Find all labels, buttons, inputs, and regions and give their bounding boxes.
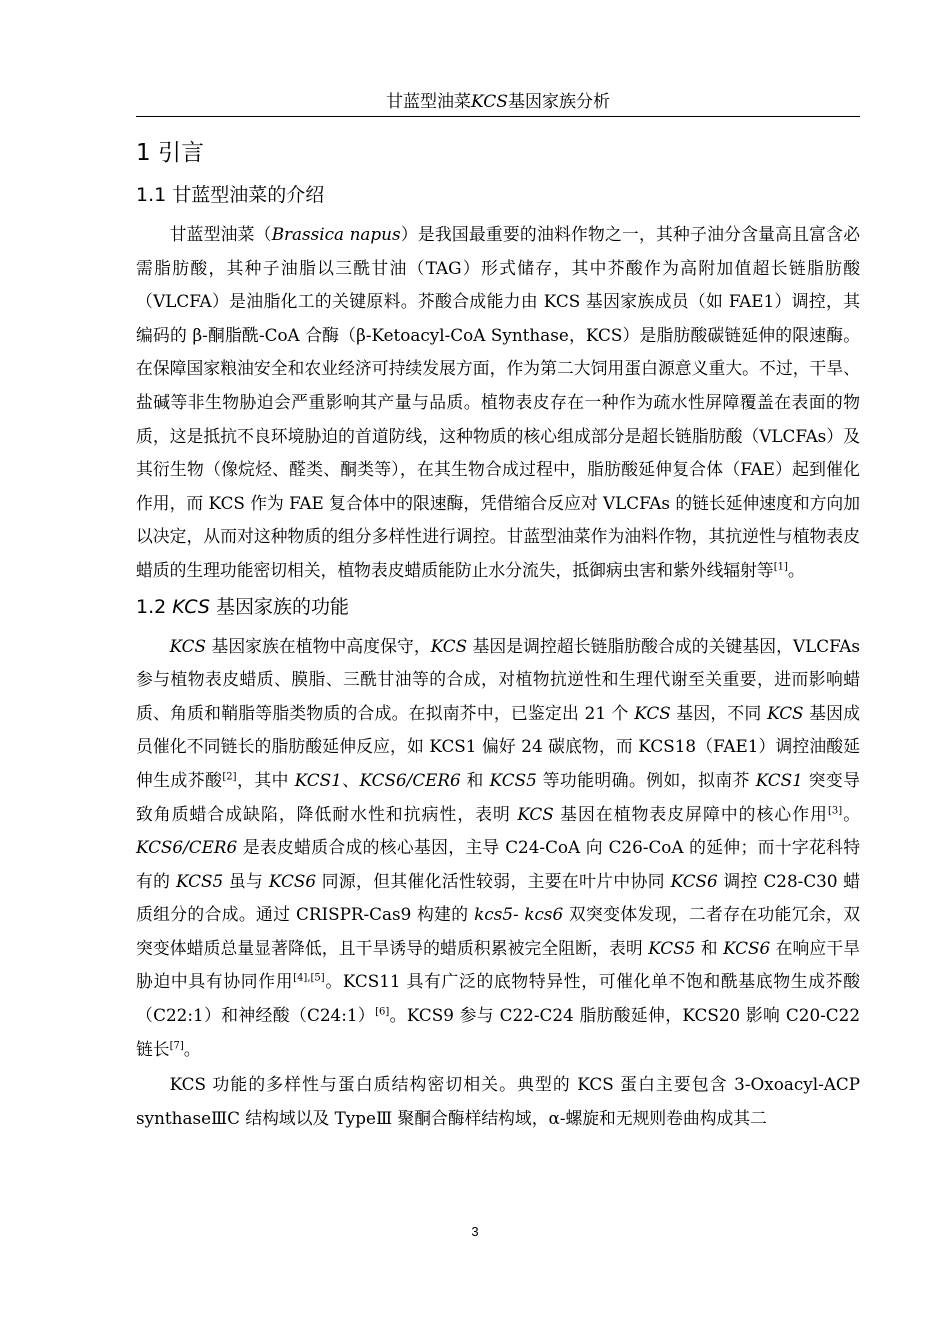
gene-name: KCS1	[755, 769, 803, 790]
text-run: 和	[460, 769, 490, 790]
gene-name: KCS	[430, 635, 468, 656]
heading-gene-name: KCS	[172, 595, 210, 618]
running-header	[136, 90, 860, 117]
gene-name: KCS6	[268, 870, 316, 891]
text-run: 。KCS11 具有广泛的底物特异性，可催化单不饱和酰基底物生成芥酸（C22:1）和神经酸（C24:1）	[136, 971, 860, 1026]
citation-ref: [4],[5]	[293, 972, 325, 984]
text-run: 。	[183, 1038, 201, 1059]
heading-number: 1.2	[136, 595, 173, 618]
text-run: 基因成员催化不同链长的脂肪酸延伸反应，如 KCS1 偏好 24 碳底物，而 KCS18（FAE1）调控油酸延伸生成芥酸	[136, 702, 861, 790]
paragraph-kcs-structure: KCS 功能的多样性与蛋白质结构密切相关。典型的 KCS 蛋白主要包含 3-Oxoacyl-ACP synthaseⅢC 结构域以及 TypeⅢ 聚酮合酶样结构域，α-螺旋和无规则卷曲构成其二	[136, 1074, 860, 1128]
gene-name: KCS5	[648, 937, 696, 958]
text-run: ，其中	[236, 769, 295, 790]
header-text-pre: 甘蓝型油菜	[386, 92, 472, 112]
species-name: Brassica napus	[271, 224, 401, 244]
section-heading-1-2	[136, 590, 860, 624]
header-text-italic: KCS	[471, 92, 508, 112]
text-run: 。KCS9 参与 C22-C24 脂肪酸延伸，KCS20 影响 C20-C22 链长	[136, 1005, 860, 1059]
gene-name: KCS6	[670, 870, 718, 891]
citation-ref: [1]	[773, 561, 788, 573]
text-run: 双突变体发现，二者存在功能冗余，双突变体蜡质总量显著降低，且干旱诱导的蜡质积累被完全阻断，表明	[136, 904, 860, 958]
document-body	[136, 134, 860, 1137]
text-run: 基因是调控超长链脂肪酸合成的关键基因，VLCFAs 参与植物表皮蜡质、膜脂、三酰甘油等的合成，对植物抗逆性和生理代谢至关重要，进而影响蜡质、角质和鞘脂等脂类物质的合成。在拟南芥中，已鉴定出 21 个	[136, 635, 860, 723]
gene-name: KCS6/CER6	[136, 837, 238, 858]
gene-name: KCS5	[489, 769, 537, 790]
text-run: 基因在植物表皮屏障中的核心作用	[553, 803, 828, 824]
paragraph-kcs-function	[136, 630, 860, 1067]
text-run: ）是我国最重要的油料作物之一，其种子油分含量高且富含必需脂肪酸，其种子油脂以三酰甘油（TAG）形式储存，其中芥酸作为高附加值超长链脂肪酸（VLCFA）是油脂化工的关键原料。芥酸合成能力由 KCS 基因家族成员（如 FAE1）调控，其编码的 β-酮脂酰-CoA 合酶（β-Ketoacyl-CoA Synthase，KCS）是脂肪酸碳链延伸的限速酶。在保障国家粮油安全和农业经济可持续发展方面，作为第二大饲用蛋白源意义重大。不过，干旱、盐碱等非生物胁迫会严重影响其产量与品质。植物表皮存在一种作为疏水性屏障覆盖在表面的物质，这是抵抗不良环境胁迫的首道防线，这种物质的核心组成部分是超长链脂肪酸（VLCFAs）及其衍生物（像烷烃、醛类、酮类等），在其生物合成过程中，脂肪酸延伸复合体（FAE）起到催化作用，而 KCS 作为 FAE 复合体中的限速酶，凭借缩合反应对 VLCFAs 的链长延伸速度和方向加以决定，从而对这种物质的组分多样性进行调控。甘蓝型油菜作为油料作物，其抗逆性与植物表皮蜡质的生理功能密切相关，植物表皮蜡质能防止水分流失，抵御病虫害和紫外线辐射等	[136, 224, 860, 580]
page-number: 3	[471, 1224, 479, 1239]
gene-name: KCS	[767, 702, 804, 723]
text-run: 在响应干旱胁迫中具有协同作用	[136, 937, 860, 992]
citation-ref: [6]	[375, 1006, 390, 1018]
paragraph-intro	[136, 218, 860, 588]
header-text-post: 基因家族分析	[507, 92, 610, 112]
heading-text: 基因家族的功能	[209, 595, 349, 618]
section-heading-1: 1 引言	[136, 140, 204, 166]
section-heading-1-1: 1.1 甘蓝型油菜的介绍	[136, 184, 325, 206]
text-run: 同源，但其催化活性较弱，主要在叶片中协同	[316, 870, 671, 891]
gene-name: KCS6	[723, 937, 771, 958]
text-run: 调控 C28-C30 蜡质组分的合成。通过 CRISPR-Cas9 构建的	[136, 870, 861, 925]
text-run: 。	[787, 559, 805, 580]
gene-name: KCS6/CER6	[359, 769, 461, 790]
gene-name: KCS	[634, 702, 671, 723]
citation-ref: [7]	[169, 1040, 184, 1052]
text-run: 基因家族在植物中高度保守，	[206, 635, 431, 656]
text-run: 和	[695, 937, 724, 958]
citation-ref: [3]	[827, 804, 843, 816]
gene-name: KCS	[169, 635, 207, 656]
gene-name: KCS	[517, 803, 554, 824]
text-run: 等功能明确。例如，拟南芥	[536, 769, 756, 790]
citation-ref: [2]	[222, 771, 237, 783]
gene-name: KCS5	[176, 870, 224, 891]
gene-name: KCS1	[294, 769, 342, 790]
gene-name: kcs5- kcs6	[474, 904, 564, 925]
text-run: 甘蓝型油菜（	[169, 224, 272, 244]
text-run: 。	[842, 803, 860, 824]
text-run: 突变导致角质蜡合成缺陷，降低耐水性和抗病性，表明	[136, 769, 860, 824]
text-run: 、	[341, 769, 360, 790]
text-run: 虽与	[223, 870, 269, 891]
text-run: 基因，不同	[670, 702, 768, 723]
text-run: 是表皮蜡质合成的核心基因，主导 C24-CoA 向 C26-CoA 的延伸；而十字花科特有的	[136, 837, 860, 891]
